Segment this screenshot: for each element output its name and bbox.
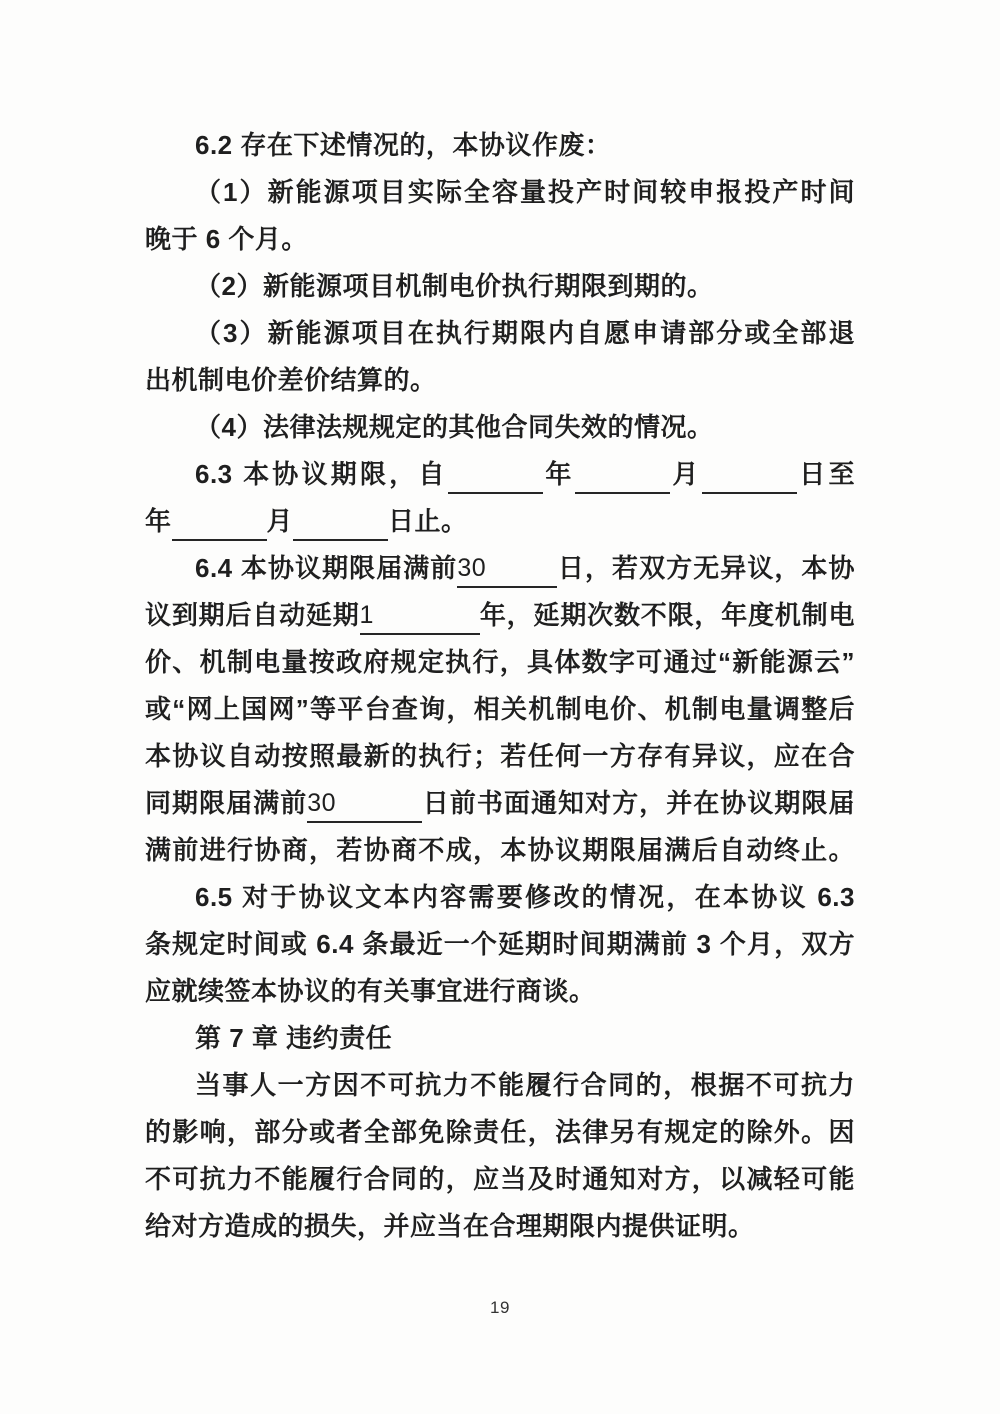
fill-in-blank xyxy=(575,454,670,494)
text-segment: 价、机制电量按政府规定执行，具体数字可通过“新能源云” xyxy=(145,647,855,677)
text-line xyxy=(145,592,855,639)
text-segment: （2）新能源项目机制电价执行期限到期的。 xyxy=(195,271,714,301)
text-line xyxy=(145,404,855,451)
text-segment: （1）新能源项目实际全容量投产时间较申报投产时间 xyxy=(195,177,855,207)
text-line xyxy=(145,733,855,780)
text-segment: （3）新能源项目在执行期限内自愿申请部分或全部退 xyxy=(195,318,855,348)
text-segment: 6.4 本协议期限届满前 xyxy=(195,553,458,583)
fill-in-blank: 1 xyxy=(360,595,480,635)
text-line xyxy=(145,545,855,592)
text-line xyxy=(145,921,855,968)
text-line xyxy=(145,1015,855,1062)
fill-in-blank xyxy=(448,454,543,494)
page-number: 19 xyxy=(490,1298,510,1317)
text-line xyxy=(145,498,855,545)
text-line xyxy=(145,827,855,874)
text-segment: 6.5 对于协议文本内容需要修改的情况，在本协议 6.3 xyxy=(195,882,855,912)
document-body xyxy=(145,122,855,1250)
text-line xyxy=(145,1062,855,1109)
text-line xyxy=(145,263,855,310)
text-segment: 晚于 6 个月。 xyxy=(145,224,308,254)
text-line xyxy=(145,639,855,686)
text-line xyxy=(145,968,855,1015)
text-segment: 应就续签本协议的有关事宜进行商谈。 xyxy=(145,976,596,1006)
fill-in-blank xyxy=(293,501,388,541)
text-line xyxy=(145,874,855,921)
text-segment: 6.3 本协议期限，自 xyxy=(195,459,448,489)
text-segment: 日前书面通知对方，并在协议期限届 xyxy=(422,788,855,818)
text-segment: 给对方造成的损失，并应当在合理期限内提供证明。 xyxy=(145,1211,755,1241)
text-segment: 出机制电价差价结算的。 xyxy=(145,365,437,395)
text-segment: 条规定时间或 6.4 条最近一个延期时间期满前 3 个月，双方 xyxy=(145,929,855,959)
text-segment: 年 xyxy=(542,459,575,489)
fill-in-blank xyxy=(172,501,267,541)
text-segment: 第 7 章 违约责任 xyxy=(195,1023,393,1053)
text-segment: 日止。 xyxy=(388,506,468,536)
text-line xyxy=(145,357,855,404)
fill-in-blank: 30 xyxy=(307,783,422,823)
text-segment: 议到期后自动延期 xyxy=(145,600,360,630)
text-segment: 6.2 存在下述情况的，本协议作废： xyxy=(195,130,612,160)
text-line xyxy=(145,1109,855,1156)
text-segment: 月 xyxy=(669,459,702,489)
text-segment: 日至 xyxy=(796,459,855,489)
text-line xyxy=(145,1203,855,1250)
text-line xyxy=(145,686,855,733)
text-line xyxy=(145,122,855,169)
text-segment: 月 xyxy=(266,506,294,536)
text-segment: 不可抗力不能履行合同的，应当及时通知对方，以减轻可能 xyxy=(145,1164,855,1194)
text-line xyxy=(145,310,855,357)
text-line xyxy=(145,216,855,263)
text-segment: （4）法律法规规定的其他合同失效的情况。 xyxy=(195,412,714,442)
text-segment: 满前进行协商，若协商不成，本协议期限届满后自动终止。 xyxy=(145,835,855,865)
text-line xyxy=(145,780,855,827)
text-line xyxy=(145,451,855,498)
text-segment: 的影响，部分或者全部免除责任，法律另有规定的除外。因 xyxy=(145,1117,855,1147)
text-segment: 同期限届满前 xyxy=(145,788,308,818)
text-line xyxy=(145,169,855,216)
text-line xyxy=(145,1156,855,1203)
fill-in-blank xyxy=(702,454,797,494)
text-segment: 年，延期次数不限，年度机制电 xyxy=(479,600,855,630)
text-segment: 本协议自动按照最新的执行；若任何一方存有异议，应在合 xyxy=(145,741,855,771)
text-segment: 年 xyxy=(145,506,172,536)
text-segment: 日，若双方无异议，本协 xyxy=(557,553,855,583)
fill-in-blank: 30 xyxy=(457,548,557,588)
text-segment: 或“网上国网”等平台查询，相关机制电价、机制电量调整后 xyxy=(145,694,855,724)
text-segment: 当事人一方因不可抗力不能履行合同的，根据不可抗力 xyxy=(195,1070,855,1100)
